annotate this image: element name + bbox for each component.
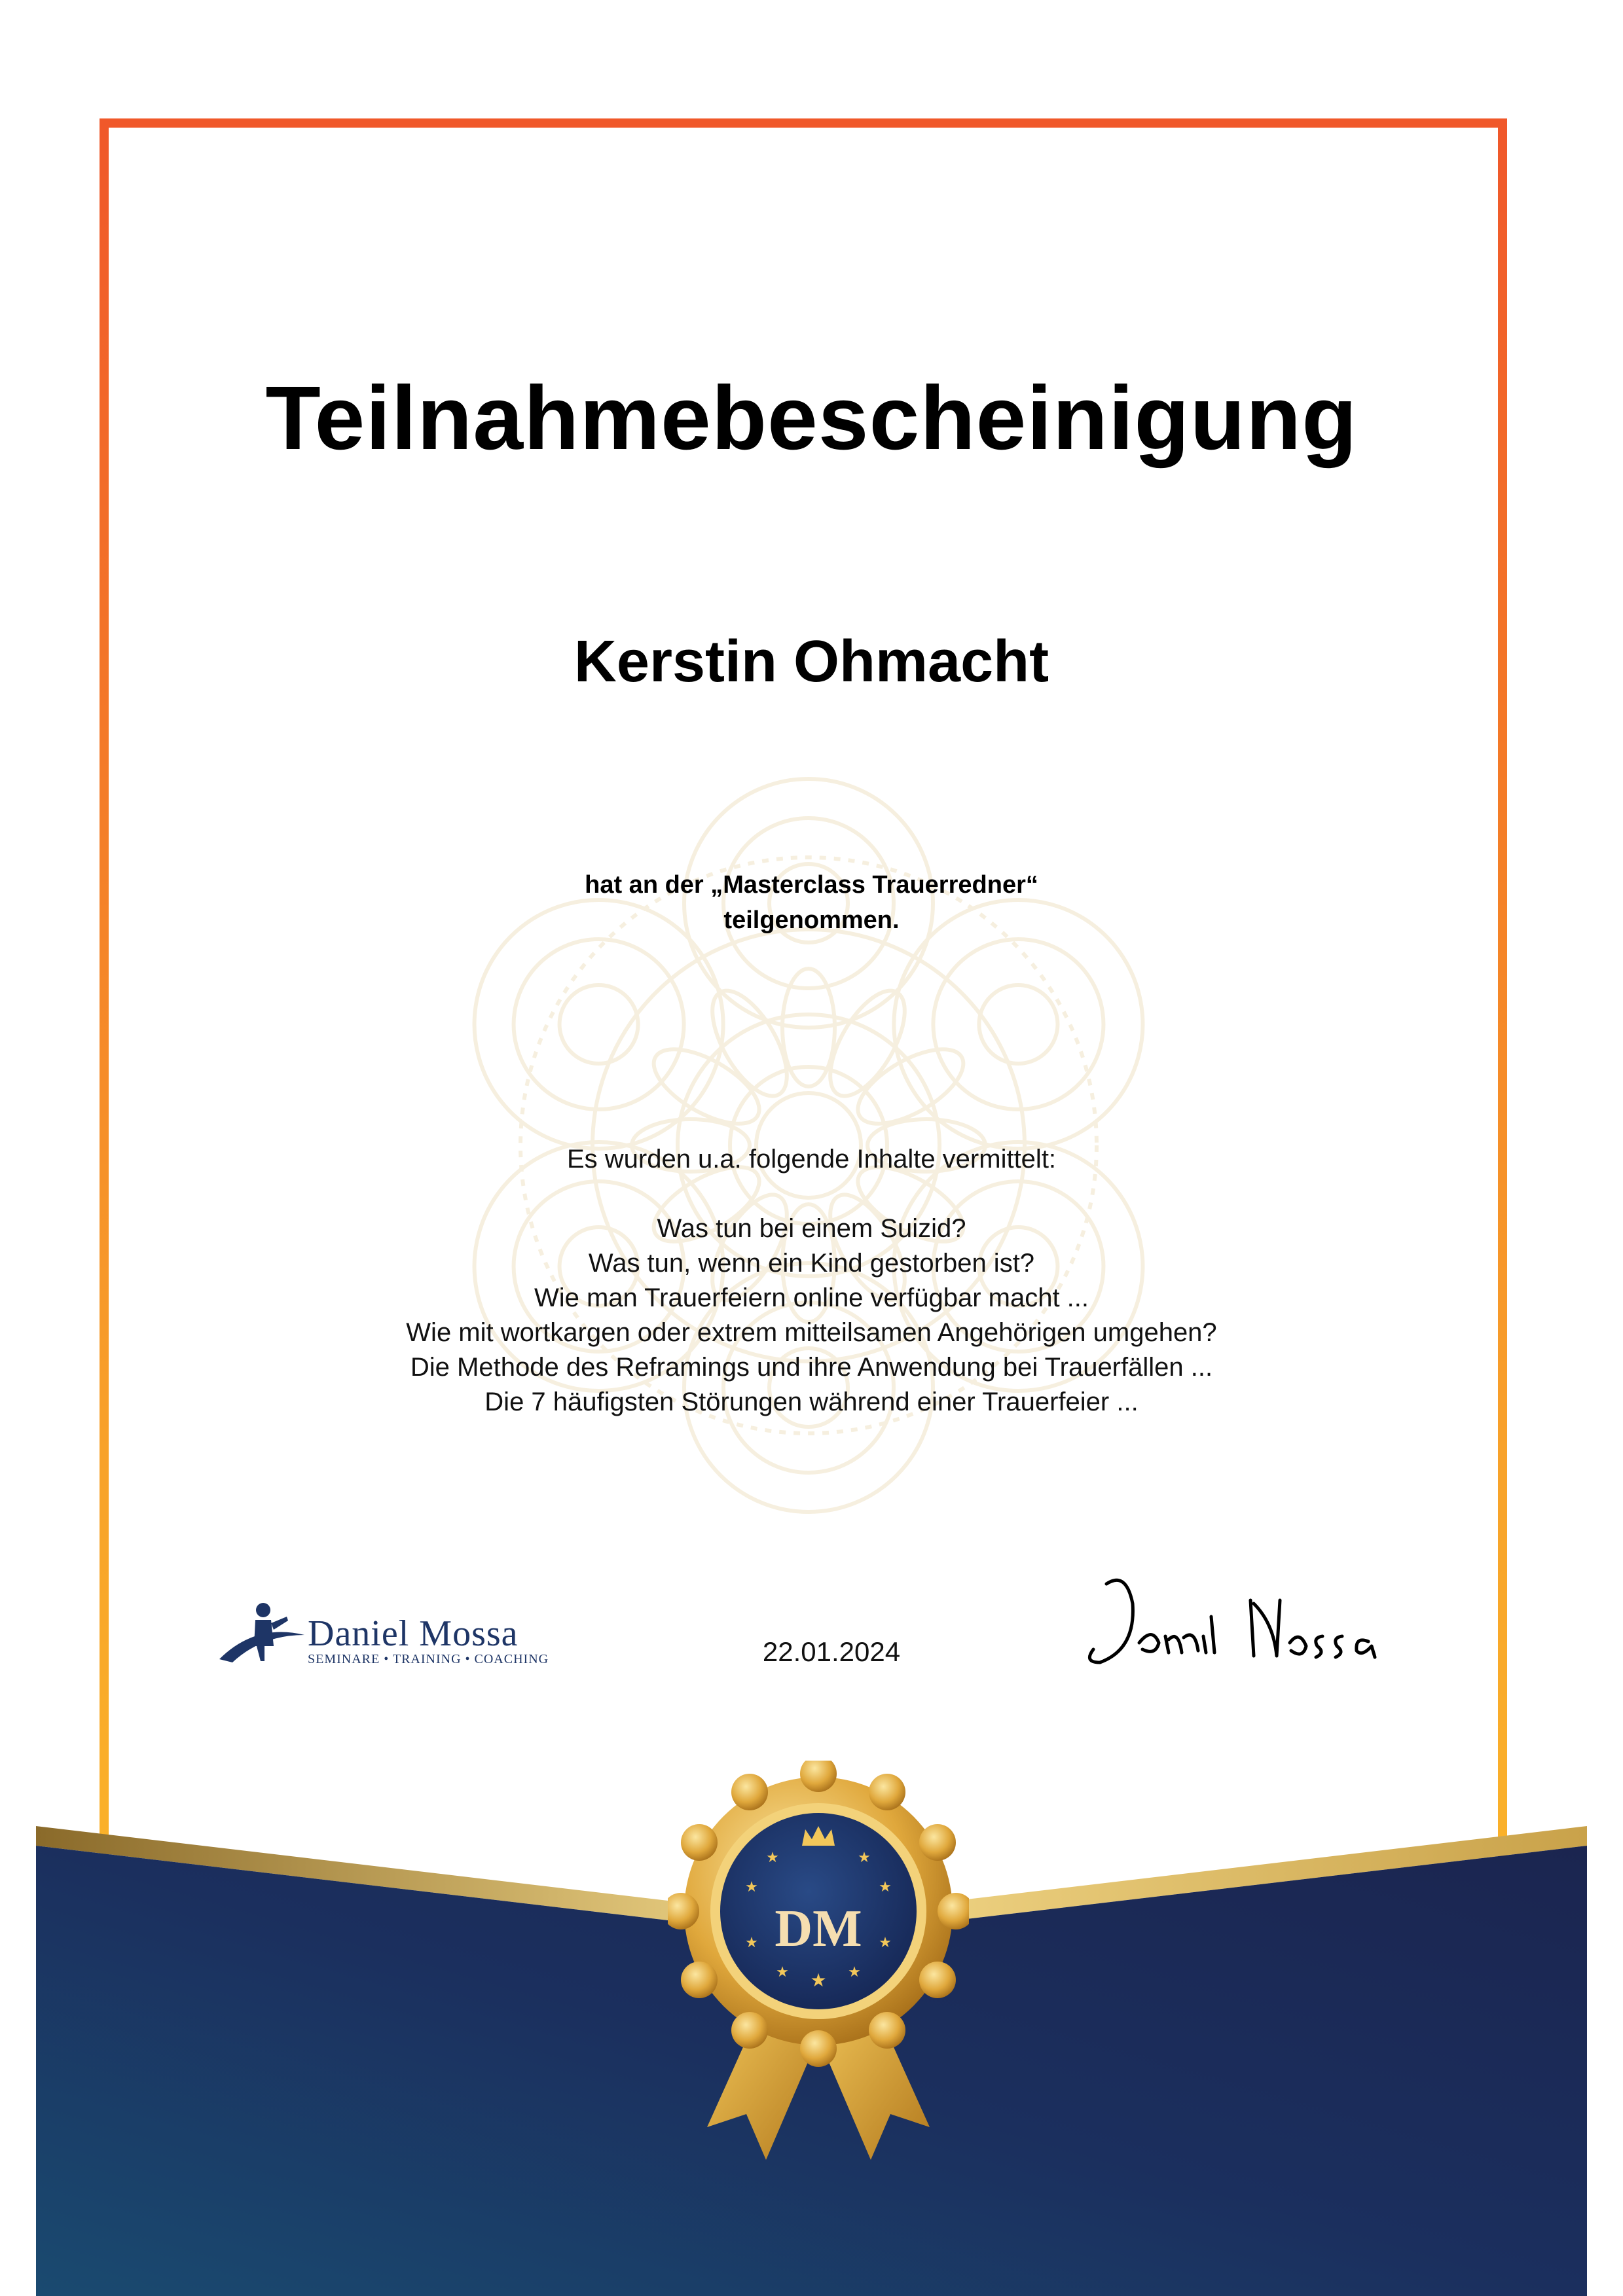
- contents-item: Die Methode des Reframings und ihre Anwendung bei Trauerfällen ...: [410, 1353, 1213, 1382]
- speaker-icon: [216, 1584, 308, 1676]
- svg-text:★: ★: [848, 1964, 861, 1980]
- svg-text:★: ★: [879, 1878, 892, 1895]
- svg-text:★: ★: [745, 1878, 758, 1895]
- logo-tagline: SEMINARE • TRAINING • COACHING: [308, 1652, 549, 1666]
- svg-text:★: ★: [766, 1849, 779, 1865]
- course-line-1: hat an der „Masterclass Trauerredner“: [585, 871, 1038, 899]
- contents-item: Was tun, wenn ein Kind gestorben ist?: [588, 1249, 1035, 1278]
- contents-intro: Es wurden u.a. folgende Inhalte vermittelt:: [566, 1145, 1057, 1174]
- signature-text: Daniel Mossa: [1080, 1564, 1085, 1565]
- certificate-title: Teilnahmebescheinigung: [265, 368, 1358, 469]
- course-statement: [0, 867, 1623, 938]
- logo-name: Daniel Mossa: [308, 1613, 519, 1654]
- award-seal: [668, 1761, 969, 2179]
- contents-item: Die 7 häufigsten Störungen während einer Trauerfeier ...: [484, 1388, 1139, 1416]
- contents-item: Wie mit wortkargen oder extrem mitteilsamen Angehörigen umgehen?: [406, 1318, 1217, 1347]
- seal-monogram: DM: [775, 1900, 862, 1958]
- issue-date: 22.01.2024: [762, 1636, 901, 1667]
- contents-list: [0, 1142, 1623, 1420]
- participant-name: Kerstin Ohmacht: [574, 629, 1049, 694]
- signature: [1080, 1564, 1395, 1695]
- course-line-2: teilgenommen.: [723, 906, 900, 934]
- svg-text:★: ★: [776, 1964, 789, 1980]
- contents-item: Wie man Trauerfeiern online verfügbar macht ...: [534, 1283, 1089, 1312]
- svg-text:★: ★: [810, 1970, 827, 1990]
- svg-text:★: ★: [879, 1934, 892, 1950]
- contents-item: Was tun bei einem Suizid?: [657, 1214, 966, 1243]
- svg-text:★: ★: [745, 1934, 758, 1950]
- company-logo: [216, 1584, 549, 1676]
- svg-text:★: ★: [858, 1849, 871, 1865]
